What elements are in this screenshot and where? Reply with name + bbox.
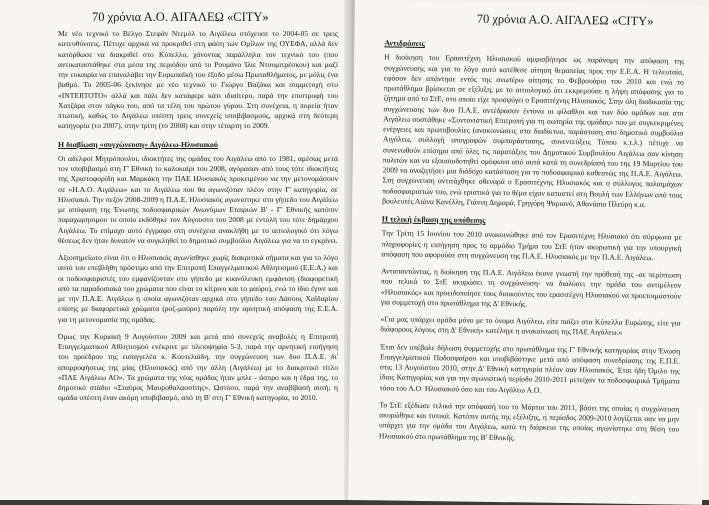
page-header-left: 70 χρόνια Α.Ο. ΑΙΓΑΛΕΩ «CITY» — [92, 10, 269, 24]
right-page — [348, 0, 709, 505]
paragraph: Αξιοσημείωτο είναι ότι ο Ηλυσιακός αγωνίσθηκε χωρίς διακριτικά σήματα και για το λόγο αυτό του επεβλήθη πρόστιμο από την Επιτροπή Επαγγελματικού Αθλητισμού (Ε.Ε.Α.) και οι ποδοσφαιριστές του εμφανίζονταν στο γήπεδο με κυανόλευκη εμφάνιση (διαφορετική από τα παραδοσιακά του χρώματα που είναι το κίτρινο και το μαύρο), ενώ το ίδιο έγινε και με την Π.Α.Ε. Αιγάλεω η οποία αγωνιζόταν αρχικά στο γήπεδο του Δάσους Χαϊδαρίου επίσης με διαφορετικά χρώματα (ροζ-μαύρο) παρόλη την αρνητική απόφαση της Ε.Ε.Α. για τη μετονομασία της ομάδας. — [58, 253, 338, 324]
paragraph: Το ΣτΕ εξέδωσε τελικά την απόφασή του το Μάρτιο του 2011, βάσει της οποίας η συγχώνευση ακυρώθηκε και τυπικά. Κατόπιν αυτής της εξέλιξης, η περίοδος 2009-2010 λογίζεται σαν να μην υπάρχει για την ομάδα του Αιγάλεω, κατά τη διάρκεια της οποίας αγωνίστηκε στη θέση του Ηλυσιακού στο πρωτάθλημα της Β' Εθνικής. — [378, 400, 680, 442]
section-heading: Η διαβίωση «συγχώνευση» Αιγάλεω-Ηλυσιακού — [58, 139, 218, 149]
left-page-content — [58, 29, 338, 411]
right-page-content — [379, 38, 685, 452]
paragraph: Η διοίκηση του Ερασιτέχνη Ηλυσιακού αμφισβήτησε ως παράνομη την απόφαση της συγχώνευσης και για το λόγο αυτό κατέθεσε αίτηση θεραπείας προς την Ε.Ε.Α. Η τελευταία, εφόσον δεν απάντησε εντός της ανωτέρω αίτησης το Φεβρουάριο του 2010 και ενώ το πρωτάθλημα βρίσκεται σε εξέλιξη, με το αιτιολογικό ότι εκκρεμούσε η λήψη απόφασης για το ζήτημα από το ΣτΕ, στο οποίο είχε προσφύγει ο Ερασιτέχνης Ηλυσιακός. Στην όλη διαδικασία της συγχώνευσης των δυο Π.Α.Ε. αντέδρασαν έντονα οι φίλαθλοι και των δύο ομάδων και στο Αιγάλεω συστάθηκε «Συντονιστική Επιτροπή για τη σωτηρία της ομάδας» που με συγκεκριμένες ενέργειες και πρωτοβουλίες (ανακοινώσεις στα διαδίκτυο, παράσταση στο δημοτικό συμβούλιο Αιγάλεω, συλλογή υπογραφών συμπαράστασης, συνεντεύξεις Τύπου κ.τ.λ.) πέτυχε να συνενωθούν επίσημα από όλες τις παρατάξεις του Δημοτικού Συμβουλίου Αιγάλεω σαν κίνηση πολιτών και να εξουσιοδοτηθεί ομόφωνα από αυτό κατά τη συνεδρίασή του της 19 Μαρτίου του 2009 να αναζητήσει μια διάδοχο κατάσταση για το ποδοσφαιρικό καθεστώς της Π.Α.Ε. Αιγάλεω. Στη συγχώνευση αντιτάχθηκε σθεναρά ο Ερασιτέχνης Ηλυσιακός και ο σύλλογος παλαιμάχων ποδοσφαιριστών του, ενώ εριστικά για το θέμα είχαν καταστεί στη Βουλή των Ελλήνων από τους βουλευτές Λιάνα Κανέλλη, Γιάννη Δημαρά, Γρηγόρη Ψαριανό, Αθανάσιο Πλεύρη κ.α. — [382, 52, 685, 209]
section-heading: Αντιδράσεις — [384, 38, 425, 48]
paragraph: Οι αδελφοί Μητρόπουλοι, ιδιοκτήτες της ομάδας του Αιγάλεω από το 1981, αμέσως μετά τον υποβιβασμό στη Γ' Εθνική το καλοκαίρι του 2008, αγόρασαν από τους τότε ιδιοκτήτες της Χριστοφορίδη και Μαρκάκη την ΠΑΕ Ηλυσιακός προκειμένου να την μετονομάσουν σε «Η.Α.Ο. Αιγάλεω» και το Αιγάλεω που θα αγωνιζόταν πλέον στην Γ' κατηγορία, σε Ηλυσιακό. Την σεζόν 2008-2009 η Π.Α.Ε. Ηλυσιακός αγωνιστηκε στο γήπεδο του Αιγάλεω με απόφαση της Ένωσης ποδοσφαιρικών Ανωνύμων Εταιριών Β' - Γ' Εθνικής κατόπιν παραχωρησιμου το οποίο εκδόθηκε τον Αύγουστο του 2008 με εντολή του τότε δημάρχου Αιγάλεω. Το επίμαχο αυτό έγγραφο στη συνέχεια ανακλήθη με το αιτιολογικό ότι λόγω θέσεως δεν ήταν δυνατόν να συγκληθεί το δημοτικό συμβούλιο Αιγάλεω για να το εγκρίνει. — [58, 153, 338, 245]
paragraph: Με νέο τεχνικό το Βέλγο Στεφάν Ντεμόλ το Αιγάλεω στόχευσε το 2004-05 σε τρεις κατευθύνσεις. Πέτυχε αρχικά να προκριθεί στη φάση των Ομίλων της ΟΥΕΦΑ, αλλά δεν κατόρθωσε να διακριθεί στο Κύπελλο, χάνοντας παράλληλα τον τεχνικό του (που αντικαταστάθηκε στα μέσα της περιόδου από το Ρουμάνο Ίλιε Ντουμιτρέσκου) και μαζί την ευκαιρία να επαναλάβει την Ευρωπαϊκή του έξοδο μέσω Πρωταθλήματος, με μόλις ένα βαθμό. Το 2005-06 ξεκίνησε με νέο τεχνικό το Γιώργο Βαζάκα και συμμετοχή στο «INTERTOTO» αλλά και πάλι δεν κατάφερε κάτι ιδιαίτερο, παρά την επιστροφή του Χατζάρα στον πάγκο του, από τα τέλη του πρώτου γύρου. Στη συνέχεια, η πορεία ήταν πτωτική, καθώς το Αιγάλεω υπέστη τρεις συνεχείς υποβιβασμούς, αρχικά στη δεύτερη κατηγορία (το 2007), στην τρίτη (το 2008) και στην τέταρτη το 2009. — [58, 29, 338, 131]
section-heading: Η τελική έκβαση της υπόθεσης — [381, 214, 486, 225]
paragraph: Όμως την Κυριακή 9 Αυγούστου 2009 και μετά από συνεχείς αναβολές η Επιτροπή Επαγγελματικού Αθλητισμού ενέκρινε με πλειοψηφία 5-3, παρά την αρνητική εισήγηση του προέδρου της εισαγγελέα κ. Κουτελιάδη, την συγχώνευση των δυο Π.Α.Ε. δι' απορροφήσεως της μίας (Ηλυσιακός) από την άλλη (Αιγάλεω) με το διακριτικό τίτλο «ΠΑΕ Αιγάλεω ΑΟ». Τα χρώματα της νέας ομάδας ήταν μπλε - άσπρο και η έδρα της, το δημοτικό στάδιο «Σταύρος Μαυροθαλασσίτης». Ωστόσο, παρά την αναβίβασή αυτή, η ομάδα υπέστη έναν ακόμη υποβιβασμό, από τη Β' στη Γ' Εθνική κατηγορία, το 2010. — [58, 331, 338, 403]
page-header-right: 70 χρόνια Α.Ο. ΑΙΓΑΛΕΩ «CITY» — [476, 11, 654, 29]
quote-paragraph: «Για μας υπάρχει ομάδα μόνο με το όνομα Αιγάλεω, είτε παίζει στα Κύπελλα Ευρώπης, είτε για διάφορους λόγους στη Δ' Εθνική» κατέληγε η ανακοίνωση της ΠΑΕ Αιγάλεω.» — [380, 314, 681, 338]
paragraph: Ανταπαντώντας, η διοίκηση της Π.Α.Ε. Αιγάλεω έκανε γνωστή την πρόθεσή της -σε περίπτωση που τελικά το ΣτΕ ακυρώσει τη συγχώνευση- να διαλύσει την ομάδα του αντιμέλεον «Ηλυσιακός» και προειδοποίησε τους διοικούντες του ερασιτέχνη Ηλυσιακού να προετοιμαστούν για συμμετοχή στο πρωτάθλημα της Δ' Εθνικής. — [380, 266, 682, 309]
left-page — [0, 0, 348, 500]
paragraph: Την Τρίτη 15 Ιουνίου του 2010 ανακοινώθηκε από τον Ερασιτέχνη Ηλυσιακό ότι σύμφωνα με πληροφορίες η εισήγηση προς το αρμόδιο Τμήμα του ΣτΕ ήταν ακυρωτική για την υπουργική απόφαση που αφορούσε στη συγχώνευση της Π.Α.Ε. Ηλυσιακός με την Π.Α.Ε. Αιγάλεω. — [381, 228, 682, 262]
paragraph: Έτσι δεν υπέβαλε δήλωση συμμετοχής στο πρωτάθλημα της Γ' Εθνικής κατηγορίας στην Ένωση Επαγγελματικού Ποδοσφαίρου και υποβιβάστηκε μετά από απόφαση συνεδρίασης της Ε.Π.Ε. στις 13 Αυγούστου 2010, στην Δ' Εθνική κατηγορία πλέον σαν Ηλυσιακός. Έτσι ήδη Όμιλο της ίδιας Κατηγορίας και για την αγωνιστική περίοδο 2010-2011 μετείχαν τα ποδοσφαιρικά Τμήματα τόσο του Α.Ο. Ηλυσιακού όσο και του Αιγάλεω Α.Ο. — [379, 341, 681, 395]
